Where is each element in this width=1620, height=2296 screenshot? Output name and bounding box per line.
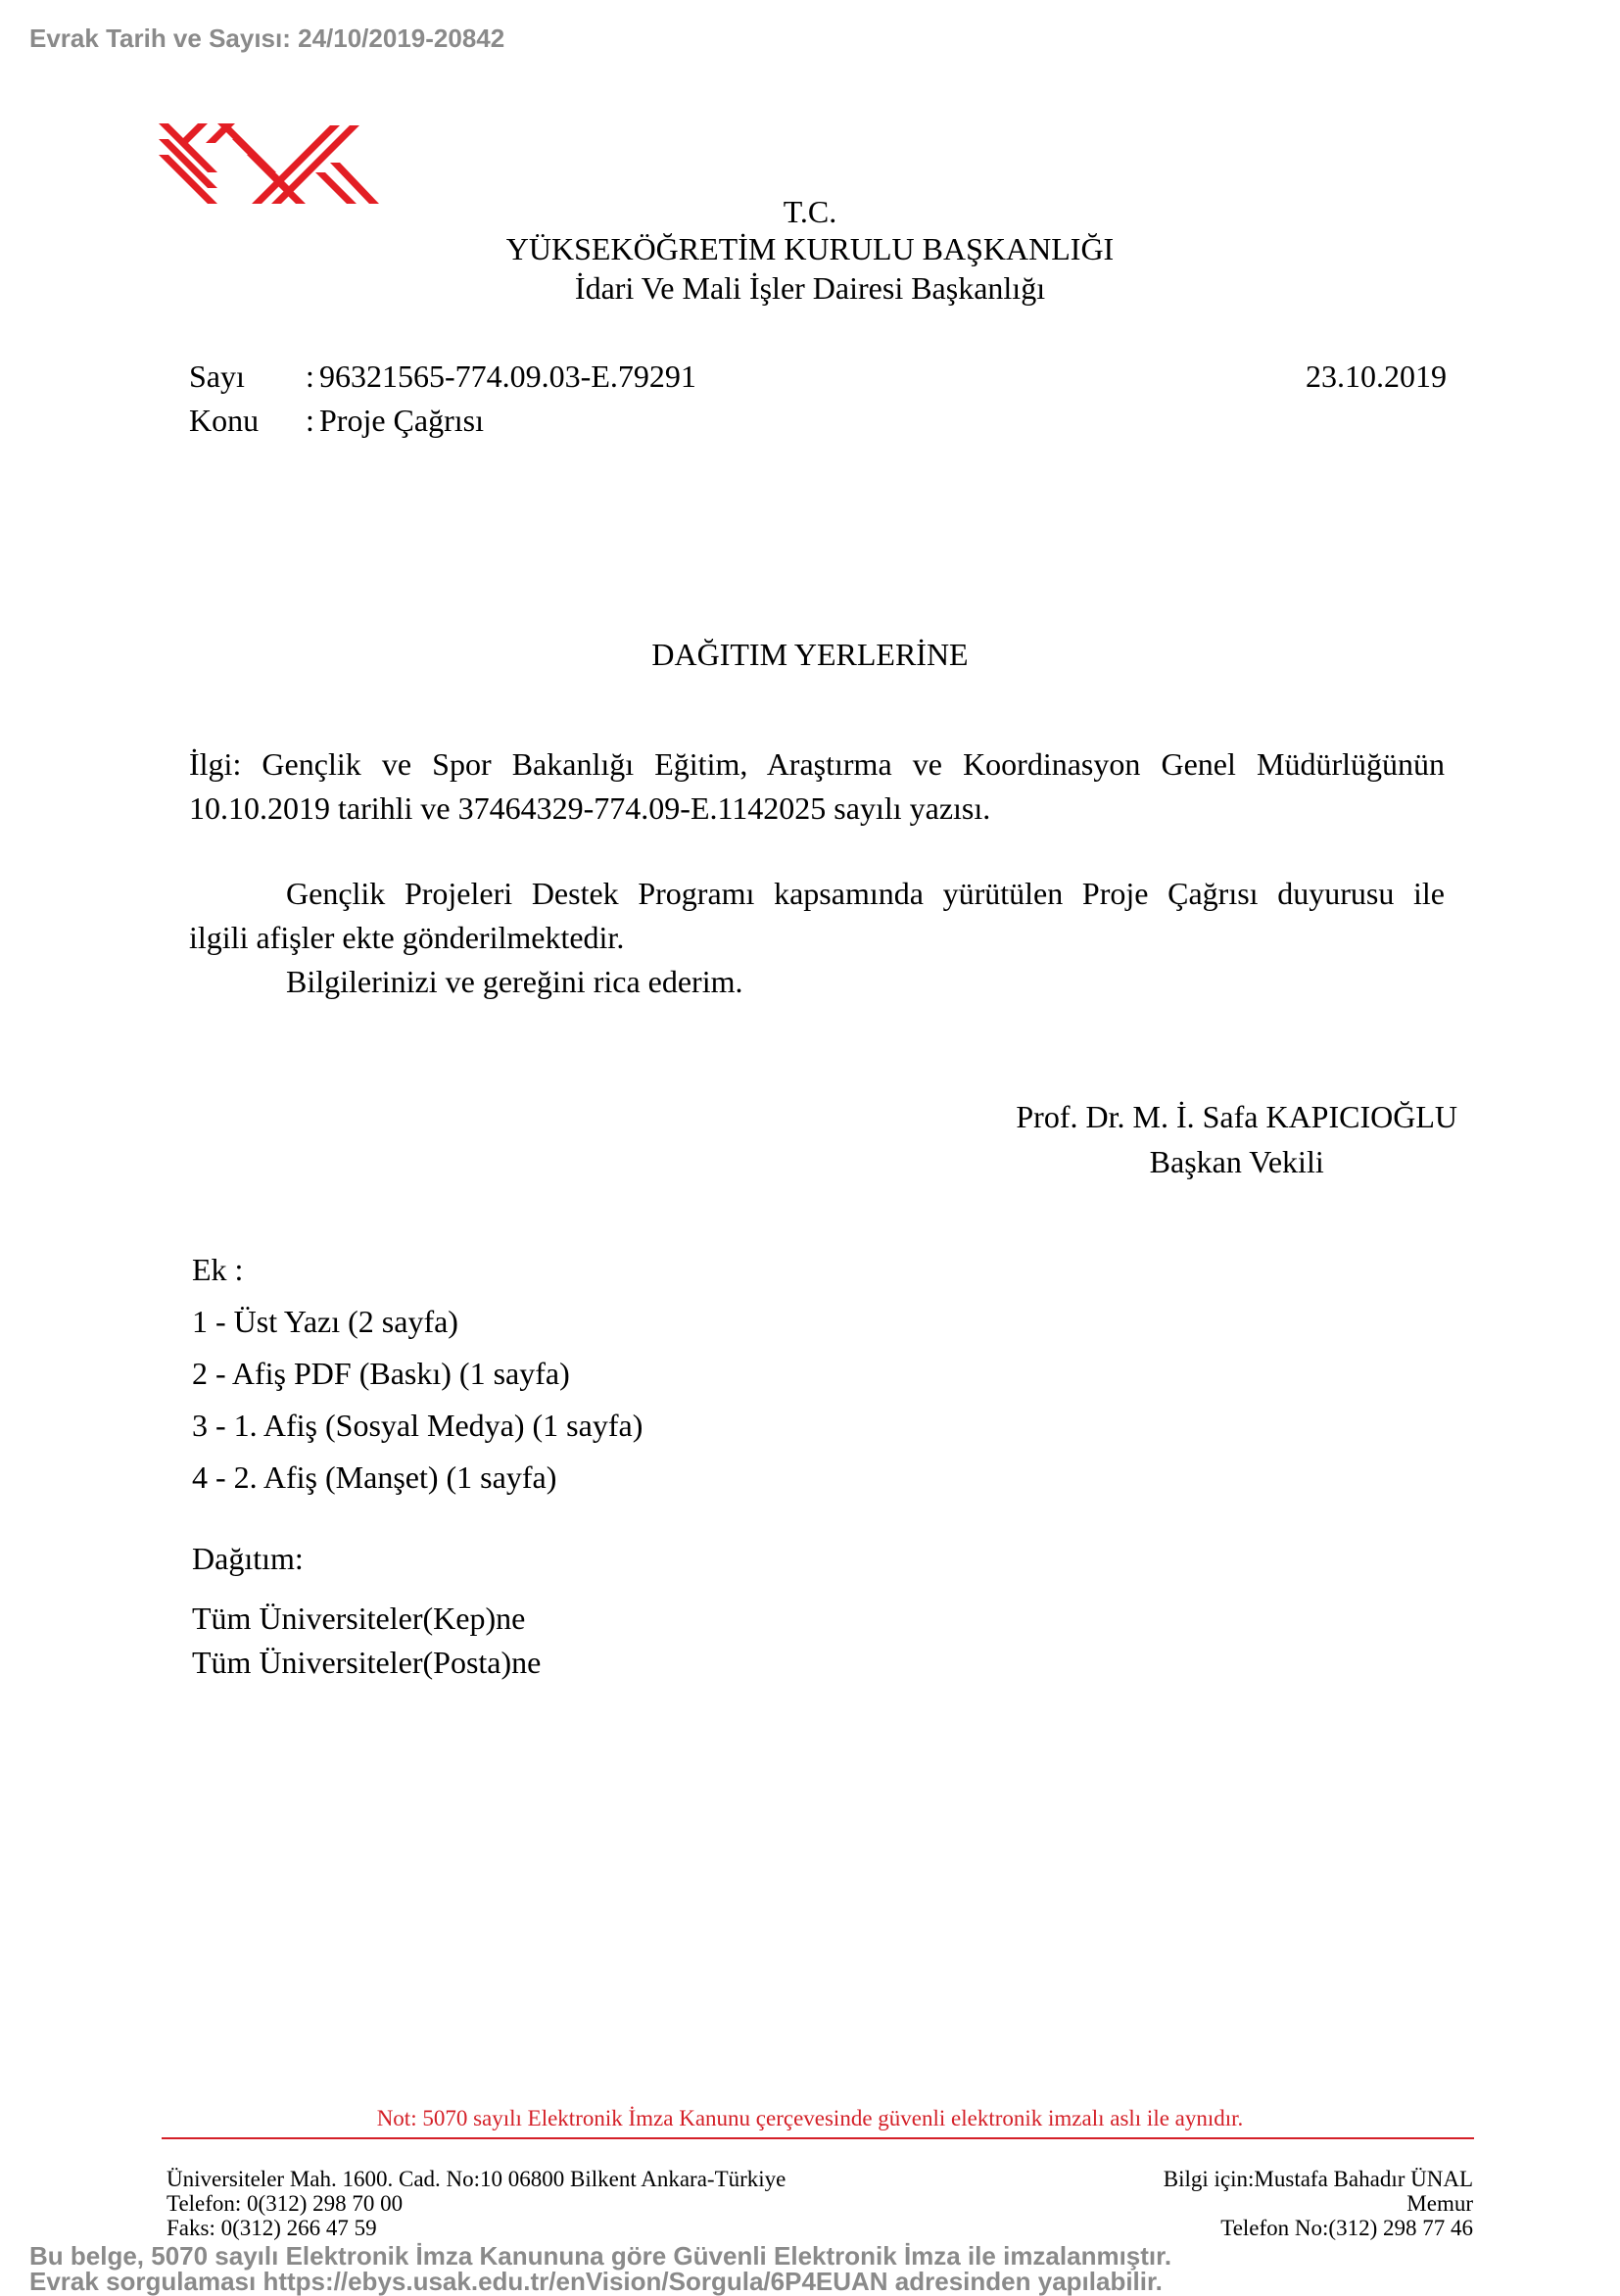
document-stamp-top: Evrak Tarih ve Sayısı: 24/10/2019-20842: [29, 24, 505, 53]
konu-value: Proje Çağrısı: [319, 403, 484, 438]
footer-address: Üniversiteler Mah. 1600. Cad. No:10 06800 Bilkent Ankara-Türkiye: [167, 2167, 786, 2191]
attachments-label: Ek :: [192, 1252, 244, 1287]
recipient-title: DAĞITIM YERLERİNE: [651, 637, 969, 672]
konu-colon: :: [306, 403, 314, 438]
e-signature-note: Not: 5070 sayılı Elektronik İmza Kanunu çerçevesinde güvenli elektronik imzalı aslı ile aynıdır.: [376, 2106, 1244, 2130]
body-paragraph-2: Bilgilerinizi ve gereğini rica ederim.: [286, 964, 743, 999]
signature-block: [1016, 1094, 1457, 1184]
footer-contact: Bilgi için:Mustafa Bahadır ÜNAL: [1163, 2167, 1473, 2191]
footer-contact-phone: Telefon No:(312) 298 77 46: [1220, 2216, 1473, 2240]
konu-label: Konu: [189, 403, 260, 438]
document-date: 23.10.2019: [1306, 359, 1447, 394]
signer-title: Başkan Vekili: [1149, 1144, 1324, 1179]
attachment-item: 3 - 1. Afiş (Sosyal Medya) (1 sayfa): [192, 1408, 643, 1443]
footer-phone: Telefon: 0(312) 298 70 00: [167, 2191, 404, 2216]
distribution-item: Tüm Üniversiteler(Posta)ne: [192, 1645, 542, 1680]
sayi-value: 96321565-774.09.03-E.79291: [319, 359, 696, 394]
header-institution: YÜKSEKÖĞRETİM KURULU BAŞKANLIĞI: [505, 231, 1115, 266]
body-paragraph-1-line-2: ilgili afişler ekte gönderilmektedir.: [189, 920, 625, 955]
footer-divider: [162, 2137, 1474, 2139]
footer-contact-block: [1164, 2167, 1473, 2240]
ilgi-line-1: İlgi: Gençlik ve Spor Bakanlığı Eğitim, Araştırma ve Koordinasyon Genel Müdürlüğünün: [189, 746, 1445, 782]
footer-address-block: [167, 2167, 786, 2240]
footer-contact-title: Memur: [1406, 2191, 1473, 2216]
distribution-label: Dağıtım:: [192, 1541, 304, 1576]
signer-name: Prof. Dr. M. İ. Safa KAPICIOĞLU: [1016, 1099, 1457, 1134]
stamp-bottom-line-2: Evrak sorgulaması https://ebys.usak.edu.tr/enVision/Sorgula/6P4EUAN adresinden yapılabilir.: [29, 2267, 1163, 2296]
body-paragraph-1-line-1: Gençlik Projeleri Destek Programı kapsamında yürütülen Proje Çağrısı duyurusu ile: [286, 876, 1445, 911]
ilgi-line-2: 10.10.2019 tarihli ve 37464329-774.09-E.1142025 sayılı yazısı.: [189, 790, 991, 826]
sayi-label: Sayı: [189, 359, 245, 394]
distribution-item: Tüm Üniversiteler(Kep)ne: [192, 1601, 526, 1636]
attachment-item: 2 - Afiş PDF (Baskı) (1 sayfa): [192, 1356, 570, 1391]
header-department: İdari Ve Mali İşler Dairesi Başkanlığı: [574, 270, 1046, 306]
header-tc: T.C.: [783, 194, 837, 229]
document-stamp-bottom: [29, 2243, 1171, 2294]
attachment-item: 4 - 2. Afiş (Manşet) (1 sayfa): [192, 1459, 557, 1495]
footer-fax: Faks: 0(312) 266 47 59: [167, 2216, 377, 2240]
stamp-bottom-line-1: Bu belge, 5070 sayılı Elektronik İmza Kanununa göre Güvenli Elektronik İmza ile imzalanmıştır.: [29, 2241, 1172, 2271]
attachment-item: 1 - Üst Yazı (2 sayfa): [192, 1304, 458, 1339]
sayi-colon: :: [306, 359, 314, 394]
